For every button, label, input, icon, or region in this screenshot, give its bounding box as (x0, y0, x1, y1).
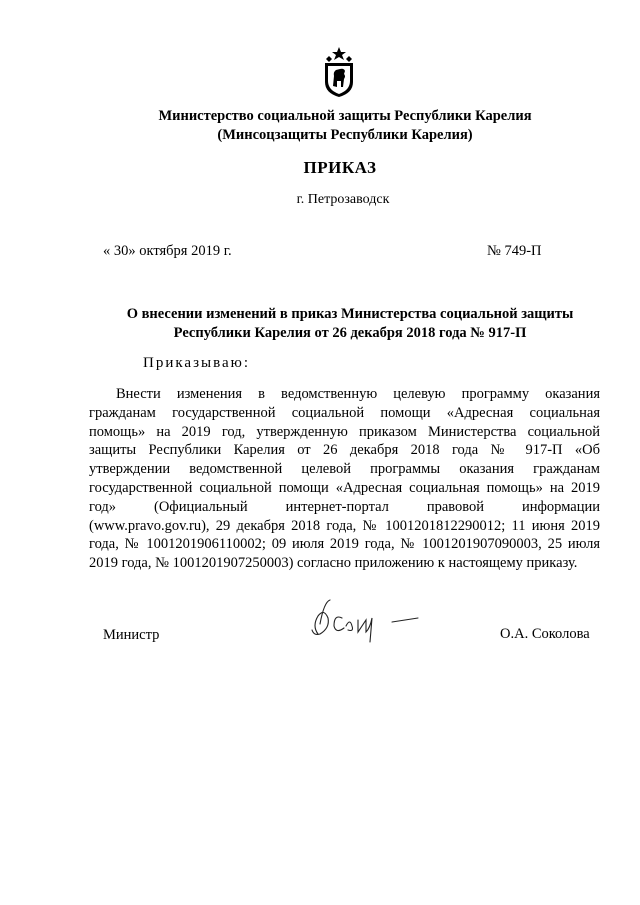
ministry-short-name: (Минсоцзащиты Республики Карелия) (217, 127, 473, 143)
body-line: года, № 1001201906110002; 09 июля 2019 года, № 1001201907090003, 25 июля (89, 536, 600, 553)
order-number: № 749-П (487, 243, 542, 259)
city: г. Петрозаводск (296, 192, 390, 207)
subject-line-1: О внесении изменений в приказ Министерства социальной защиты (126, 306, 574, 322)
body-line: помощь» на 2019 год, утвержденную приказом Министерства социальной (89, 423, 600, 440)
document-type: ПРИКАЗ (303, 158, 377, 177)
body-line: (www.pravo.gov.ru), 29 декабря 2018 года, № 1001201812290012; 11 июня 2019 (89, 517, 600, 534)
body-line: гражданам государственной социальной помощи «Адресная социальная (89, 404, 600, 421)
signer-name: О.А. Соколова (500, 626, 590, 642)
subject-line-2: Республики Карелия от 26 декабря 2018 года № 917-П (173, 325, 527, 341)
order-body (89, 385, 600, 573)
body-line: 2019 года, № 1001201907250003) согласно приложению к настоящему приказу. (89, 555, 578, 572)
body-line: Внести изменения в ведомственную целевую программу оказания (116, 386, 600, 402)
order-word: Приказываю: (143, 355, 250, 371)
body-line: утверждении ведомственной целевой программы оказания гражданам (89, 461, 600, 478)
handwritten-signature (308, 596, 428, 644)
body-line: год» (Официальный интернет-портал правовой информации (89, 498, 600, 515)
ministry-name: Министерство социальной защиты Республики Карелия (158, 108, 532, 124)
signer-position: Министр (103, 627, 160, 643)
body-line: защиты Республики Карелия от 26 декабря 2018 года № 917-П «Об (89, 442, 600, 459)
body-line: государственной социальной помощи «Адресная социальная помощь» на 2019 (89, 479, 600, 496)
order-date: « 30» октября 2019 г. (103, 243, 232, 259)
karelia-coat-of-arms-icon (323, 46, 355, 98)
